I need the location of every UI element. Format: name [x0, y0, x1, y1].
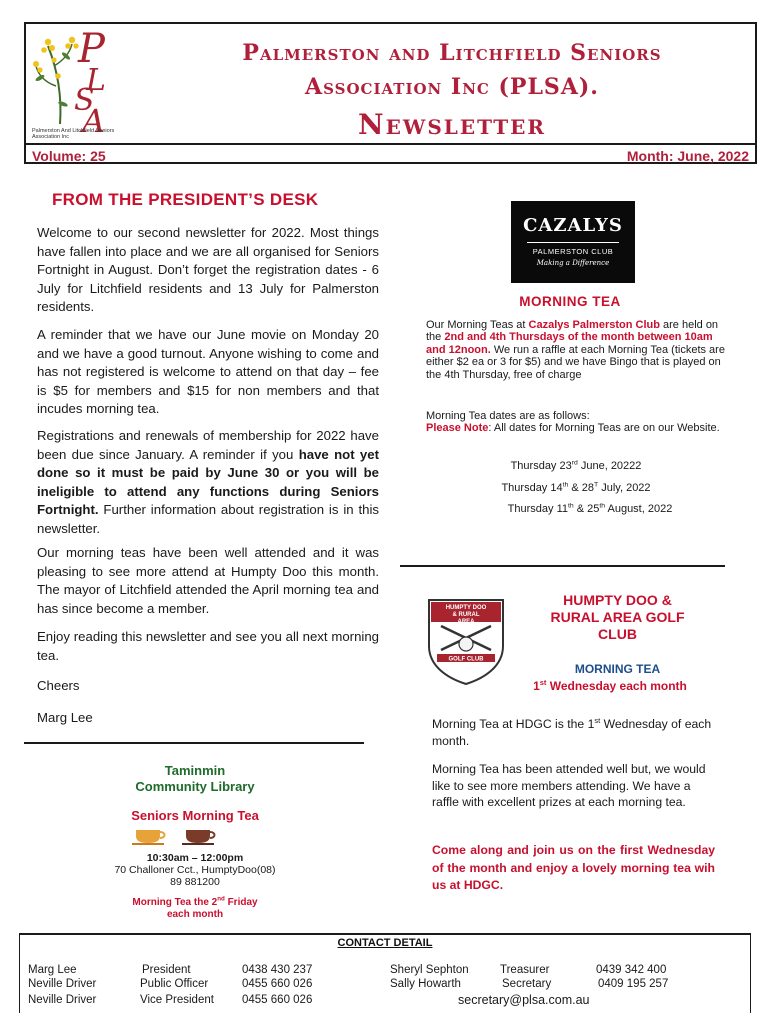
contact-role: Public Officer: [140, 978, 209, 990]
friday-sup: nd: [217, 895, 225, 903]
president-para-2: A reminder that we have our June movie on Monday 20 and we have a good turnout. Anyone wishing to come and has not registered is welcome to attend on that day – fee is $5 for members and $15 for non members and that incudes morning tea.: [37, 327, 379, 416]
para-3-start: Registrations and renewals of membership for 2022 have been due since January. A reminder if you: [37, 428, 379, 462]
friday-line2: each month: [166, 909, 224, 920]
date2-sup: th: [562, 481, 569, 489]
wed-post: Wednesday each month: [546, 679, 687, 693]
president-signature: Marg Lee: [37, 710, 93, 725]
cazalys-logo-sub: PALMERSTON CLUB: [532, 247, 614, 256]
president-heading: FROM THE PRESIDENT’S DESK: [52, 190, 319, 209]
golf-para-1: [432, 716, 715, 749]
cz-note-label: Please Note: [426, 422, 489, 434]
friday-post: Friday: [224, 897, 258, 908]
contact-phone: 0438 430 237: [242, 964, 313, 976]
cz-days: 2nd and 4th Thursdays of the month between 10am and 12noon.: [426, 331, 713, 356]
contact-email-link[interactable]: secretary@plsa.com.au: [458, 993, 590, 1007]
president-para-3: [37, 427, 379, 538]
golf-title-line1: HUMPTY DOO &: [563, 592, 672, 608]
cazalys-description: [426, 319, 726, 381]
golf-title-line2: RURAL AREA GOLF: [550, 609, 685, 625]
golf-para-2: Morning Tea has been attended well but, we would like to see more members attending. We have a raffle with excellent prizes at each morning tea.: [432, 762, 706, 809]
golf-wednesday-note: [505, 679, 715, 693]
right-divider: [400, 565, 725, 567]
golf-title-line3: CLUB: [598, 626, 637, 642]
cazalys-morning-tea-heading: MORNING TEA: [519, 294, 621, 309]
masthead-title-line1: Palmerston and Litchfield Seniors: [242, 40, 662, 66]
masthead-divider: [26, 143, 755, 145]
contact-name: Neville Driver: [28, 978, 97, 990]
library-name-line1: Taminmin: [164, 763, 226, 778]
golf-p1-sup: st: [594, 715, 601, 725]
wed-pre: 1: [533, 679, 540, 693]
plsa-logo: [30, 26, 142, 144]
contact-detail-box: [19, 933, 751, 1013]
teacups-icon: [130, 826, 260, 846]
golf-come-along: Come along and join us on the first Wednesday of the month and enjoy a lovely morning tea wih us at HDGC.: [432, 843, 715, 892]
library-address: 70 Challoner Cct., HumptyDoo(08): [114, 864, 276, 876]
para-3-end: Further information about registration is in this newsletter.: [37, 502, 379, 536]
svg-text:GOLF CLUB: GOLF CLUB: [448, 656, 484, 663]
masthead-title-line2: Association Inc (PLSA).: [305, 74, 599, 100]
date3-sup2: th: [599, 502, 606, 510]
contact-name: Sheryl Sephton: [390, 964, 469, 976]
library-name-line2: Community Library: [135, 779, 255, 794]
date1-post: June, 20222: [577, 460, 642, 472]
date3-post: August, 2022: [605, 503, 673, 515]
contact-role: Treasurer: [500, 964, 550, 976]
date1-pre: Thursday 23: [510, 460, 572, 472]
president-para-1: Welcome to our second newsletter for 2022. Most things have fallen into place and we are all organised for Seniors Fortnight in August. Don’t forget the registration dates - 6 July for Litchfield residents and 13 July for Palmerston residents.: [37, 225, 379, 314]
svg-text:AREA: AREA: [457, 619, 475, 625]
svg-text:P: P: [78, 26, 105, 72]
cazalys-date-july: [426, 482, 726, 494]
contact-phone: 0455 660 026: [242, 994, 313, 1006]
masthead: [24, 22, 757, 164]
contact-heading: CONTACT DETAIL: [337, 937, 433, 949]
contact-name: Neville Driver: [28, 994, 97, 1006]
cz-note-text: : All dates for Morning Teas are on our Website.: [488, 422, 720, 434]
volume-label: Volume: 25: [32, 148, 106, 164]
library-phone: 89 881200: [170, 876, 220, 888]
president-para-4: Our morning teas have been well attended and it was pleasing to see more attend at Humpty Doo this month. The mayor of Litchfield attended the April morning tea and has since become a member.: [37, 545, 379, 616]
date2-pre: Thursday 14: [501, 482, 563, 494]
contact-phone: 0439 342 400: [596, 964, 667, 976]
golf-morning-tea-heading: MORNING TEA: [574, 662, 661, 676]
contact-name: Marg Lee: [28, 964, 77, 976]
cazalys-date-august: [440, 503, 740, 515]
date2-sup2: T: [593, 481, 599, 489]
cazalys-date-june: [426, 460, 726, 472]
cazalys-dates-intro: Morning Tea dates are as follows:: [426, 410, 590, 422]
date3-mid: & 25: [573, 503, 600, 515]
president-para-5: Enjoy reading this newsletter and see you all next morning tea.: [37, 629, 379, 663]
cazalys-note: [426, 422, 726, 434]
cz-text-b: are held on the: [426, 319, 719, 344]
date3-pre: Thursday 11: [507, 503, 568, 515]
wed-sup: st: [539, 678, 547, 687]
friday-pre: Morning Tea the 2: [132, 897, 218, 908]
golf-club-logo: [425, 596, 507, 686]
president-cheers: Cheers: [37, 678, 80, 693]
cazalys-logo-name: CAZALYS: [523, 215, 623, 236]
date1-sup: rd: [571, 459, 578, 467]
date2-post: July, 2022: [598, 482, 651, 494]
library-time: 10:30am – 12:00pm: [146, 852, 244, 864]
svg-text:S: S: [74, 83, 95, 118]
cz-text-c: We run a raffle at each Morning Tea (tickets are either $2 ea or 3 for $5) and we have Bingo that is played on the 4th Thursday, free of charge: [426, 343, 725, 381]
cazalys-logo-rule: [527, 242, 619, 243]
date3-sup: th: [567, 502, 574, 510]
date2-mid: & 28: [568, 482, 594, 494]
contact-role: Secretary: [502, 978, 552, 990]
contact-name: Sally Howarth: [390, 978, 461, 990]
left-divider: [24, 742, 364, 744]
golf-p1-pre: Morning Tea at HDGC is the 1: [432, 717, 595, 731]
month-label: Month: June, 2022: [626, 148, 749, 164]
contact-phone: 0455 660 026: [242, 978, 313, 990]
cazalys-logo: [511, 201, 635, 283]
golf-p1-post: Wednesday of each month.: [432, 717, 712, 748]
contact-role: President: [142, 964, 191, 976]
cz-club-name: Cazalys Palmerston Club: [528, 319, 660, 331]
svg-text:& RURAL: & RURAL: [452, 612, 480, 618]
para-3-bold: have not yet done so it must be paid by June 30 or you will be ineligible to attend any functions during Seniors Fortnight.: [37, 446, 379, 517]
svg-text:L: L: [86, 63, 106, 98]
cazalys-logo-tagline: Making a Difference: [536, 259, 610, 267]
logo-caption: Palmerston And Litchfield Seniors Association Inc: [32, 128, 115, 140]
masthead-title-newsletter: Newsletter: [358, 108, 546, 141]
svg-text:HUMPTY DOO: HUMPTY DOO: [445, 605, 487, 611]
contact-role: Vice President: [140, 994, 214, 1006]
cz-text-a: Our Morning Teas at: [426, 319, 529, 331]
contact-phone: 0409 195 257: [598, 978, 669, 990]
library-event: Seniors Morning Tea: [131, 808, 259, 823]
library-friday-note: [60, 897, 330, 921]
svg-text:A: A: [82, 102, 106, 140]
